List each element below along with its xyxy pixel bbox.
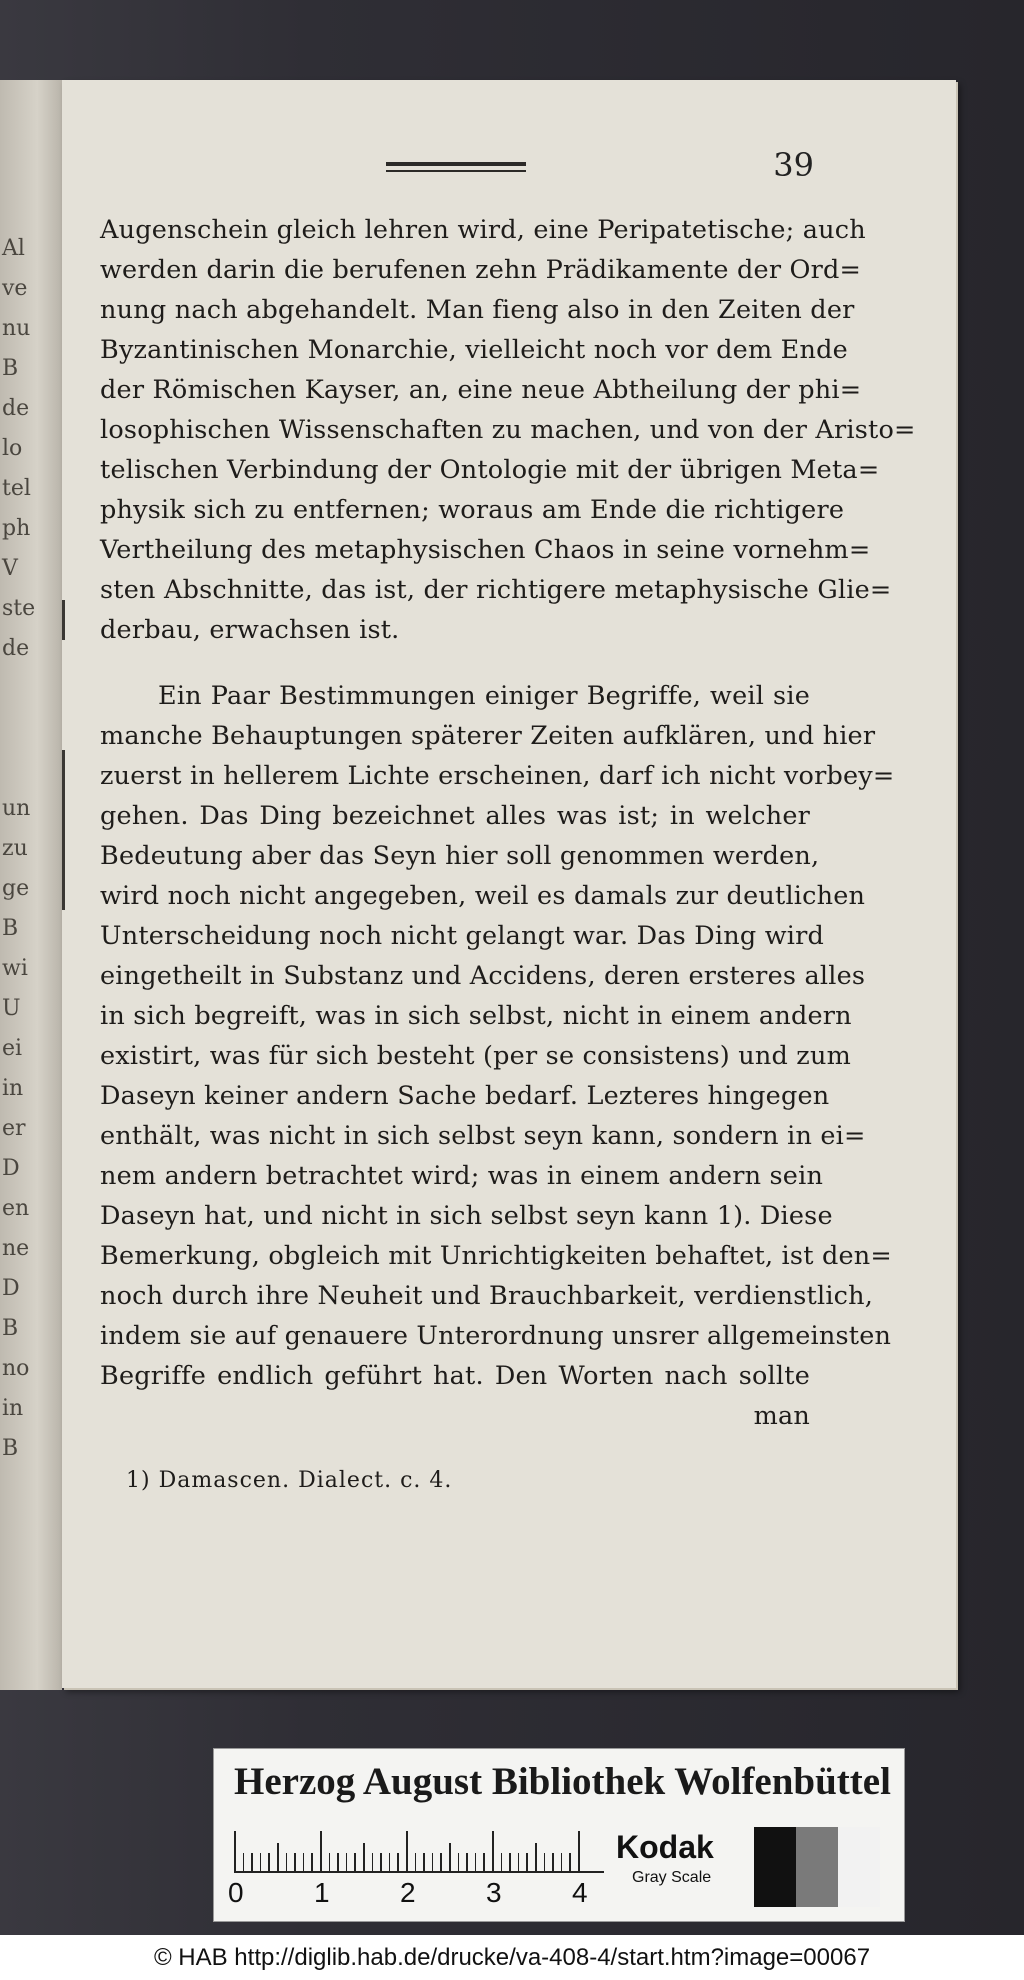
ruler-tick [294, 1853, 296, 1871]
copyright-caption: © HAB http://diglib.hab.de/drucke/va-408-4/start.htm?image=00067 [0, 1935, 1024, 1980]
ruler-tick [260, 1853, 262, 1871]
facing-page-fragment: B [2, 916, 19, 941]
facing-page-fragment: un [2, 796, 31, 821]
text-line: nung nach abgehandelt. Man fieng also in den Zeiten der [100, 295, 855, 325]
ruler-tick [337, 1853, 339, 1871]
paragraph-gap [100, 650, 810, 676]
facing-page-fragment: lo [2, 436, 23, 461]
facing-page-fragment: ne [2, 1236, 30, 1261]
ruler-tick [311, 1853, 313, 1871]
text-line: werden darin die berufenen zehn Prädikamente der Ord= [100, 255, 862, 285]
facing-page-fragment: wi [2, 956, 28, 981]
kodak-logo: Kodak [616, 1829, 714, 1865]
ruler-tick [449, 1843, 451, 1871]
facing-page-fragment: Al [2, 236, 25, 261]
facing-page-fragment: nu [2, 316, 31, 341]
gray-scale-label: Gray Scale [632, 1869, 712, 1886]
text-line: Bedeutung aber das Seyn hier soll genommen werden, [100, 841, 820, 871]
page-number: 39 [773, 146, 814, 184]
ruler-tick [406, 1831, 408, 1871]
facing-page-fragment: ste [2, 596, 36, 621]
ruler-tick [561, 1853, 563, 1871]
text-line: Vertheilung des metaphysischen Chaos in seine vornehm= [100, 535, 871, 565]
ruler-tick [251, 1853, 253, 1871]
ruler-tick [526, 1853, 528, 1871]
text-line: Ein Paar Bestimmungen einiger Begriffe, weil sie [158, 681, 810, 711]
ruler-tick [243, 1853, 245, 1871]
text-line: gehen. Das Ding bezeichnet alles was ist; in welcher [100, 801, 810, 831]
ruler-number: 0 [228, 1877, 244, 1908]
ruler-tick [483, 1853, 485, 1871]
facing-page-fragment: de [2, 396, 30, 421]
ruler-tick [492, 1831, 494, 1871]
facing-page-fragment: V [2, 556, 18, 581]
facing-page-fragment: no [2, 1356, 30, 1381]
ruler-tick [277, 1843, 279, 1871]
text-line: in sich begreift, was in sich selbst, nicht in einem andern [100, 1001, 852, 1031]
ruler-tick [544, 1853, 546, 1871]
ruler-tick [389, 1853, 391, 1871]
facing-page-fragment: zu [2, 836, 28, 861]
text-line: noch durch ihre Neuheit und Brauchbarkeit, verdienstlich, [100, 1281, 874, 1311]
facing-page-fragment: D [2, 1276, 20, 1301]
ruler-tick [578, 1831, 580, 1871]
ruler-tick [440, 1853, 442, 1871]
text-line: Daseyn keiner andern Sache bedarf. Lezteres hingegen [100, 1081, 830, 1111]
text-line: physik sich zu entfernen; woraus am Ende die richtigere [100, 495, 845, 525]
text-line: losophischen Wissenschaften zu machen, und von der Aristo= [100, 415, 916, 445]
header-rule-thin [386, 170, 526, 172]
facing-page-fragment: ei [2, 1036, 23, 1061]
book-page [62, 80, 956, 1688]
ruler-number: 2 [400, 1877, 416, 1908]
ruler-tick [320, 1831, 322, 1871]
ruler-tick [432, 1853, 434, 1871]
ruler-tick [423, 1853, 425, 1871]
facing-page-fragment: in [2, 1396, 24, 1421]
text-line: enthält, was nicht in sich selbst seyn kann, sondern in ei= [100, 1121, 866, 1151]
text-line: Unterscheidung noch nicht gelangt war. Das Ding wird [100, 921, 824, 951]
color-calibration-card [213, 1748, 905, 1922]
text-line: telischen Verbindung der Ontologie mit der übrigen Meta= [100, 455, 880, 485]
ruler-tick [329, 1853, 331, 1871]
facing-page-fragment: en [2, 1196, 30, 1221]
facing-page-fragment: U [2, 996, 21, 1021]
text-line: Bemerkung, obgleich mit Unrichtigkeiten behaftet, ist den= [100, 1241, 892, 1271]
facing-page-fragment: B [2, 1436, 19, 1461]
ruler-tick [346, 1853, 348, 1871]
text-line: der Römischen Kayser, an, eine neue Abtheilung der phi= [100, 375, 862, 405]
catchword: man [753, 1401, 810, 1431]
body-text [100, 210, 916, 1436]
text-line: eingetheilt in Substanz und Accidens, deren ersteres alles [100, 961, 866, 991]
ruler-tick [303, 1853, 305, 1871]
ruler-scale [234, 1827, 604, 1873]
ruler-tick [286, 1853, 288, 1871]
ruler-tick [501, 1853, 503, 1871]
ruler-tick [458, 1853, 460, 1871]
ruler-number: 1 [314, 1877, 330, 1908]
ruler-tick [234, 1831, 236, 1871]
ruler-tick [518, 1853, 520, 1871]
ruler-tick [569, 1853, 571, 1871]
text-line: wird noch nicht angegeben, weil es damals zur deutlichen [100, 881, 866, 911]
facing-page-fragment: in [2, 1076, 24, 1101]
text-line: Begriffe endlich geführt hat. Den Worten nach sollte [100, 1361, 810, 1391]
ruler-tick [415, 1853, 417, 1871]
text-line: existirt, was für sich besteht (per se consistens) und zum [100, 1041, 851, 1071]
facing-page-fragment: er [2, 1116, 26, 1141]
ruler-tick [466, 1853, 468, 1871]
text-line: nem andern betrachtet wird; was in einem andern sein [100, 1161, 824, 1191]
gray-swatch [754, 1827, 796, 1907]
facing-page-fragment: tel [2, 476, 31, 501]
ruler-tick [372, 1853, 374, 1871]
facing-page-fragment: de [2, 636, 30, 661]
ruler-tick [380, 1853, 382, 1871]
facing-page-fragment: ve [2, 276, 28, 301]
facing-page-fragment: ph [2, 516, 31, 541]
ruler-tick [354, 1853, 356, 1871]
ruler-tick [535, 1843, 537, 1871]
ruler-tick [363, 1843, 365, 1871]
text-line: derbau, erwachsen ist. [100, 615, 400, 645]
header-rule [386, 162, 526, 166]
ruler-tick [509, 1853, 511, 1871]
margin-mark [62, 600, 65, 640]
text-line: sten Abschnitte, das ist, der richtigere metaphysische Glie= [100, 575, 892, 605]
margin-mark [62, 750, 65, 910]
ruler-tick [475, 1853, 477, 1871]
facing-page-fragment: B [2, 356, 19, 381]
gray-swatch [796, 1827, 838, 1907]
facing-page-edge [0, 80, 62, 1690]
text-line: manche Behauptungen späterer Zeiten aufklären, und hier [100, 721, 876, 751]
text-line: Daseyn hat, und nicht in sich selbst seyn kann 1). Diese [100, 1201, 833, 1231]
ruler-number: 3 [486, 1877, 502, 1908]
footnote: 1) Damascen. Dialect. c. 4. [126, 1468, 453, 1493]
text-line: Byzantinischen Monarchie, vielleicht noch vor dem Ende [100, 335, 848, 365]
text-line: Augenschein gleich lehren wird, eine Peripatetische; auch [100, 215, 866, 245]
ruler-number: 4 [572, 1877, 588, 1908]
facing-page-fragment: ge [2, 876, 30, 901]
ruler-tick [552, 1853, 554, 1871]
ruler-tick [397, 1853, 399, 1871]
text-line: zuerst in hellerem Lichte erscheinen, darf ich nicht vorbey= [100, 761, 895, 791]
facing-page-fragment: B [2, 1316, 19, 1341]
ruler-tick [268, 1853, 270, 1871]
facing-page-fragment: D [2, 1156, 20, 1181]
gray-swatch [838, 1827, 880, 1907]
library-title: Herzog August Bibliothek Wolfenbüttel [234, 1760, 891, 1803]
text-line: indem sie auf genauere Unterordnung unsrer allgemeinsten [100, 1321, 892, 1351]
